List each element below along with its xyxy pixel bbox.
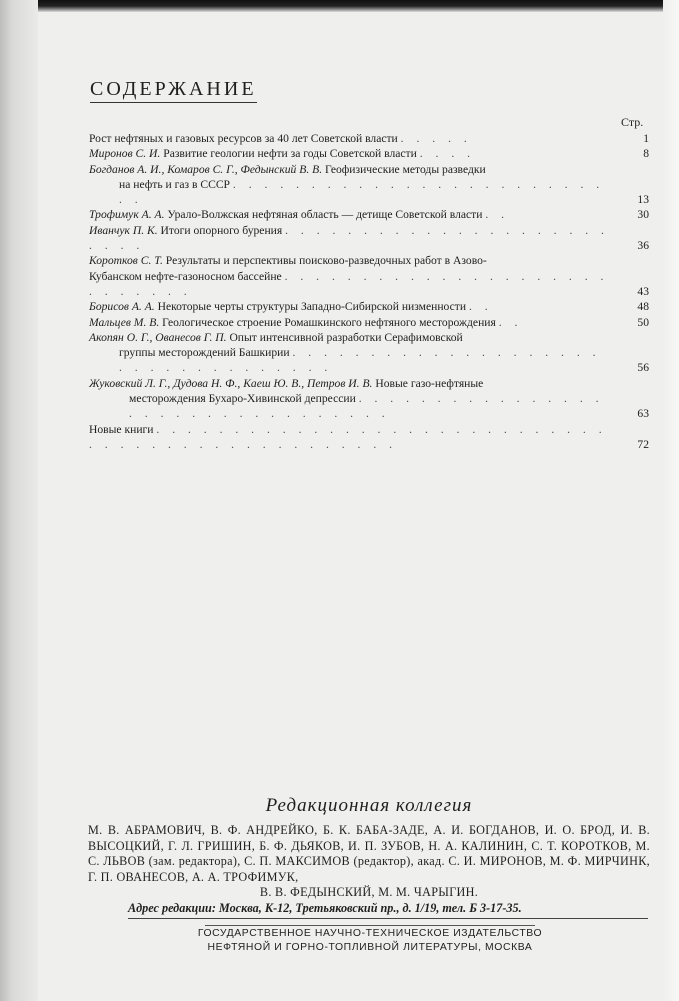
entry-page: 50 [637, 315, 649, 329]
entry-title: Урало-Волжская нефтяная область — детище Советской власти [167, 208, 483, 222]
entry-author: Борисов А. А. [89, 300, 155, 314]
entry-page: 1 [643, 132, 649, 145]
entry-title: Развитие геологии нефти за годы Советской власти [163, 147, 417, 161]
toc-entry: Новые книги . . . . . . . . . . . . . . . . . . . . . . . . . . . . . . . . . . . . . . . . . . . . . . . . . 72 [89, 422, 649, 451]
entry-page: 8 [643, 147, 649, 161]
entry-title: Итоги опорного бурения [160, 223, 283, 237]
entry-page: 43 [637, 284, 649, 298]
entry-title: Результаты и перспективы поисково-разведочных работ в Азово- [165, 254, 487, 268]
editorial-board [88, 795, 650, 901]
entry-author: Богданов А. И., Комаров С. Г., Федынский В. В. [89, 162, 323, 176]
toc-entry: Иванчук П. К. Итоги опорного бурения . . . . . . . . . . . . . . . . . . . . . . . . . 36 [89, 223, 649, 253]
entry-page: 36 [637, 239, 649, 253]
toc-entry: Миронов С. И. Развитие геологии нефти за годы Советской власти . . . . 8 [89, 147, 649, 161]
toc-entry: Мальцев М. В. Геологическое строение Ромашкинского нефтяного месторождения . . 50 [89, 315, 649, 329]
editorial-board-members [88, 823, 650, 901]
entry-author: Коротков С. Т. [89, 254, 163, 268]
toc-entry: Богданов А. И., Комаров С. Г., Федынский В. В. Геофизические методы разведки на нефть и газ в СССР . . . . . . . . . . . . . . . . . . . . . . . . . . 13 [89, 162, 649, 207]
toc-entry: Трофимук А. А. Урало-Волжская нефтяная область — детище Советской власти . . 30 [89, 208, 649, 222]
toc-entry: Борисов А. А. Некоторые черты структуры Западно-Сибирской низменности . . 48 [89, 300, 649, 314]
entry-page: 13 [637, 193, 649, 207]
entry-author: Мальцев М. В. [89, 315, 160, 329]
toc-entry: Рост нефтяных и газовых ресурсов за 40 лет Советской власти . . . . . 1 [89, 132, 649, 145]
entry-page: 56 [637, 361, 649, 375]
publisher-line-2: НЕФТЯНОЙ И ГОРНО-ТОПЛИВНОЙ ЛИТЕРАТУРЫ, МОСКВА [207, 942, 533, 953]
entry-title: Рост нефтяных и газовых ресурсов за 40 лет Советской власти [89, 132, 398, 145]
scan-top-edge [0, 0, 679, 12]
scan-left-edge [0, 0, 38, 1001]
scan-right-edge [663, 0, 679, 1001]
entry-page: 72 [637, 437, 649, 451]
members-text: М. В. АБРАМОВИЧ, В. Ф. АНДРЕЙКО, Б. К. БАБА-ЗАДЕ, А. И. БОГДАНОВ, И. О. БРОД, И. В. ВЫСОЦКИЙ, Г. Л. ГРИШИН, Б. Ф. ДЬЯКОВ, И. П. ЗУБОВ, Н. А. КАЛИНИН, С. Т. КОРОТКОВ, М. С. ЛЬВОВ (зам. редактора), С. П. МАКСИМОВ (редактор), акад. С. И. МИРОНОВ, М. Ф. МИРЧИНК, Г. П. ОВАНЕСОВ, А. А. ТРОФИМУК, [88, 823, 650, 884]
toc-entry: Акопян О. Г., Ованесов Г. П. Опыт интенсивной разработки Серафимовской группы месторождений Башкирии . . . . . . . . . . . . . . . . . . . . . . . . . . . . . . . . . . 56 [89, 330, 649, 375]
entry-title-continued: месторождения Бухаро-Хивинской депрессии [129, 392, 356, 406]
publisher-line-1: ГОСУДАРСТВЕННОЕ НАУЧНО-ТЕХНИЧЕСКОЕ ИЗДАТЕЛЬСТВО [197, 928, 543, 939]
entry-author: Жуковский Л. Г., Дудова Н. Ф., Каеш Ю. В., Петров И. В. [89, 376, 373, 390]
divider [205, 925, 535, 926]
entry-title: Геологическое строение Ромашкинского нефтяного месторождения [162, 315, 496, 329]
entry-title-continued: Кубанском нефте-газоносном бассейне [89, 269, 282, 283]
page-column-header: Стр. [621, 115, 644, 129]
entry-title: Геофизические методы разведки [325, 162, 486, 176]
entry-author: Трофимук А. А. [89, 208, 165, 222]
editorial-address: Адрес редакции: Москва, К-12, Третьяковский пр., д. 1/19, тел. Б 3-17-35. [128, 901, 648, 919]
entry-title: Опыт интенсивной разработки Серафимовской [229, 330, 463, 344]
entry-title: Новые книги [89, 422, 154, 436]
toc-entry: Жуковский Л. Г., Дудова Н. Ф., Каеш Ю. В., Петров И. В. Новые газо-нефтяные месторождения Бухаро-Хивинской депрессии . . . . . . . . . . . . . . . . . . . . . . . . . . . . . . . . . 63 [89, 376, 649, 421]
entry-title: Некоторые черты структуры Западно-Сибирской низменности [157, 300, 467, 314]
entry-page: 63 [637, 407, 649, 421]
toc-entry: Коротков С. Т. Результаты и перспективы поисково-разведочных работ в Азово- Кубанском нефте-газоносном бассейне . . . . . . . . . . . . . . . . . . . . . . . . . . . . 43 [89, 254, 649, 298]
entry-title: Новые газо-нефтяные [375, 376, 484, 390]
entry-title-continued: на нефть и газ в СССР [119, 177, 231, 191]
publisher-block [190, 927, 550, 955]
entry-page: 30 [637, 208, 649, 222]
table-of-contents [89, 131, 649, 452]
entry-title-continued: группы месторождений Башкирии [119, 346, 290, 360]
toc-title: СОДЕРЖАНИЕ [90, 78, 257, 103]
editorial-board-title: Редакционная коллегия [265, 795, 473, 816]
entry-page: 48 [637, 300, 649, 314]
members-text-last-line: В. В. ФЕДЫНСКИЙ, М. М. ЧАРЫГИН. [259, 885, 479, 900]
entry-author: Миронов С. И. [89, 147, 161, 161]
entry-author: Иванчук П. К. [89, 223, 158, 237]
entry-author: Акопян О. Г., Ованесов Г. П. [89, 330, 227, 344]
